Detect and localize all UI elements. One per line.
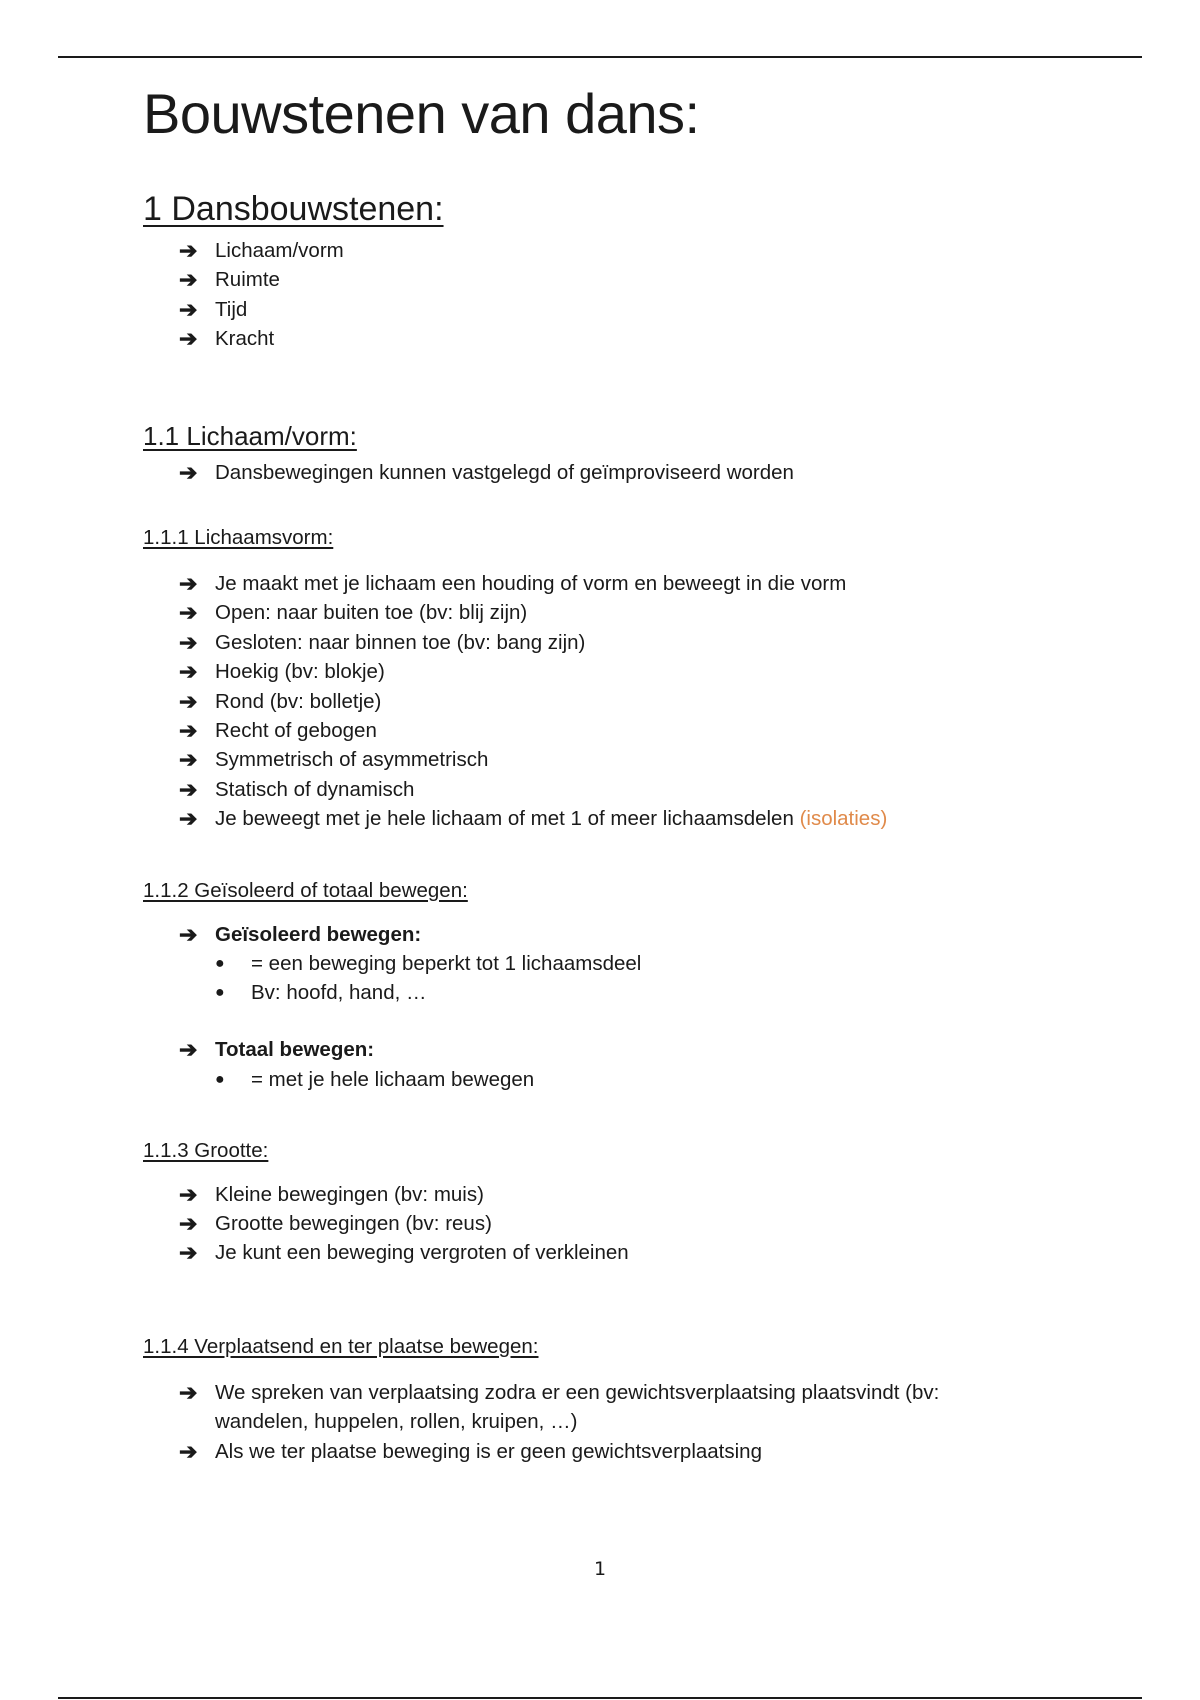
total-bullets — [143, 1065, 1073, 1094]
arrow-icon: ➔ — [179, 267, 198, 293]
list-item: ➔ Totaal bewegen: — [179, 1037, 375, 1063]
list-item: ➔ Je kunt een beweging vergroten of verkleinen — [179, 1240, 629, 1266]
document-page — [143, 60, 1073, 1466]
list-item: ➔ Dansbewegingen kunnen vastgelegd of geïmproviseerd worden — [179, 459, 794, 485]
list-item: ➔ Recht of gebogen — [179, 718, 377, 744]
list-item: ● = een beweging beperkt tot 1 lichaamsdeel — [215, 949, 1073, 978]
arrow-icon: ➔ — [179, 776, 198, 802]
list-item: ➔ Je beweegt met je hele lichaam of met 1 of meer lichaamsdelen (isolaties) — [179, 806, 888, 832]
arrow-icon: ➔ — [179, 747, 198, 773]
top-rule — [58, 56, 1142, 58]
section-1-1-4-heading: 1.1.4 Verplaatsend en ter plaatse bewegen: — [143, 1334, 539, 1358]
list-item: ➔ Grootte bewegingen (bv: reus) — [179, 1210, 492, 1236]
list-item: ➔ Gesloten: naar binnen toe (bv: bang zijn) — [179, 629, 586, 655]
arrow-icon: ➔ — [179, 629, 198, 655]
list-item: ➔ Kracht — [179, 326, 275, 352]
section-1-1-4-list — [143, 1378, 1019, 1466]
arrow-icon: ➔ — [179, 659, 198, 685]
list-item: ● = met je hele lichaam bewegen — [215, 1065, 1073, 1094]
list-item: ➔ Lichaam/vorm — [179, 238, 344, 263]
list-item: ➔ Hoekig (bv: blokje) — [179, 659, 385, 685]
section-1-1-heading: 1.1 Lichaam/vorm: — [143, 420, 357, 451]
section-1-1-2-heading: 1.1.2 Geïsoleerd of totaal bewegen: — [143, 878, 468, 902]
isolated-bullets — [143, 949, 1073, 1007]
arrow-icon: ➔ — [179, 238, 198, 263]
arrow-icon: ➔ — [179, 459, 198, 485]
list-item: ➔ Ruimte — [179, 267, 280, 293]
list-item: ➔ Geïsoleerd bewegen: — [179, 921, 422, 947]
list-item: ➔ We spreken van verplaatsing zodra er een gewichtsverplaatsing plaatsvindt (bv: wandelen, huppelen, rollen, kruipen, …) — [179, 1379, 940, 1434]
list-item: ➔ Symmetrisch of asymmetrisch — [179, 747, 489, 773]
arrow-icon: ➔ — [179, 296, 198, 322]
arrow-icon: ➔ — [179, 571, 198, 597]
list-item: ➔ Open: naar buiten toe (bv: blij zijn) — [179, 600, 528, 626]
arrow-icon: ➔ — [179, 600, 198, 626]
arrow-icon: ➔ — [179, 1181, 198, 1207]
arrow-icon: ➔ — [179, 718, 198, 744]
section-1-1-1-list — [143, 569, 1073, 834]
list-item: ● Bv: hoofd, hand, … — [215, 978, 1073, 1007]
page-number: 1 — [593, 1558, 607, 1580]
arrow-icon: ➔ — [179, 1438, 198, 1464]
bullet-icon: ● — [215, 955, 225, 973]
list-item: ➔ Als we ter plaatse beweging is er geen gewichtsverplaatsing — [179, 1438, 762, 1464]
arrow-icon: ➔ — [179, 1037, 198, 1063]
list-item: ➔ Rond (bv: bolletje) — [179, 688, 382, 714]
section-1-1-list — [143, 458, 1073, 487]
arrow-icon: ➔ — [179, 806, 198, 832]
section-1-1-2-isolated — [143, 920, 1073, 949]
arrow-icon: ➔ — [179, 1240, 198, 1266]
arrow-icon: ➔ — [179, 1210, 198, 1236]
document-title: Bouwstenen van dans: — [143, 82, 700, 145]
bullet-icon: ● — [215, 1070, 225, 1088]
arrow-icon: ➔ — [179, 688, 198, 714]
section-1-1-3-heading: 1.1.3 Grootte: — [143, 1138, 269, 1162]
section-1-1-1-heading: 1.1.1 Lichaamsvorm: — [143, 526, 334, 550]
section-1-1-3-list — [143, 1180, 1073, 1268]
list-item: ➔ Kleine bewegingen (bv: muis) — [179, 1181, 484, 1207]
arrow-icon: ➔ — [179, 1379, 198, 1405]
bullet-icon: ● — [215, 984, 225, 1002]
list-item: ➔ Je maakt met je lichaam een houding of vorm en beweegt in die vorm — [179, 571, 847, 597]
arrow-icon: ➔ — [179, 921, 198, 947]
section-1-heading: 1 Dansbouwstenen: — [143, 190, 444, 228]
list-item: ➔ Tijd — [179, 296, 248, 322]
section-1-1-2-total — [143, 1035, 1073, 1064]
list-item: ➔ Statisch of dynamisch — [179, 776, 415, 802]
isolaties-highlight: (isolaties) — [799, 807, 888, 831]
arrow-icon: ➔ — [179, 326, 198, 352]
bottom-rule — [58, 1697, 1142, 1699]
section-1-list — [143, 236, 1073, 354]
